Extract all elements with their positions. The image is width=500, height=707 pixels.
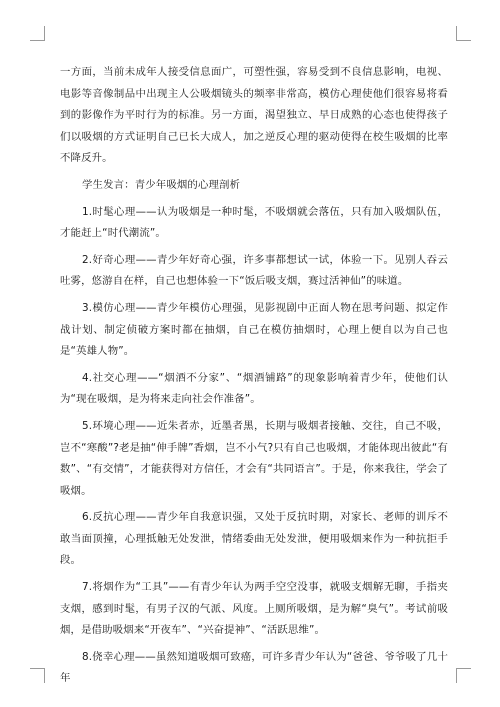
paragraph-item-8: 8.侥幸心理——虽然知道吸烟可致癌，可许多青少年认为“爸爸、爷爷吸了几十年	[60, 650, 448, 685]
crop-mark-top-left	[30, 26, 45, 41]
paragraph-item-3: 3.模仿心理——青少年模仿心理强，见影视剧中正面人物在思考问题、拟定作战计划、制定侦破方案时都在抽烟，自己在模仿抽烟时，心理上便自以为自己也是“英雄人物”。	[60, 301, 448, 358]
paragraph-item-4: 4.社交心理——“烟酒不分家”、“烟酒铺路”的现象影响着青少年，使他们认为“现在吸烟，是为将来走向社会作准备”。	[60, 371, 448, 406]
paragraph-item-5: 5.环境心理——近朱者赤，近墨者黑，长期与吸烟者接触、交往，自己不吸，岂不“寒酸”?老是抽“伸手牌”香烟，岂不小气?只有自己也吸烟，才能体现出彼此“有数”、“有交情”，才能获得对方信任，才会有“共同语言”。于是，你来我往，学会了吸烟。	[60, 419, 448, 497]
paragraph-item-2: 2.好奇心理——青少年好奇心强，许多事都想试一试，体验一下。见别人吞云吐雾，悠游自在样，自己也想体验一下“饭后吸支烟，赛过活神仙”的味道。	[60, 253, 448, 288]
crop-mark-top-right	[456, 26, 471, 41]
paragraph-item-6: 6.反抗心理——青少年自我意识强，又处于反抗时期，对家长、老师的训斥不敢当面顶撞，心理抵触无处发泄，情绪委曲无处发泄，便用吸烟来作为一种抗拒手段。	[60, 511, 448, 567]
document-body	[60, 62, 448, 695]
crop-mark-bottom-left	[30, 668, 45, 683]
paragraph-item-1: 1.时髦心理——认为吸烟是一种时髦，不吸烟就会落伍，只有加入吸烟队伍，才能赶上“时代潮流”。	[60, 205, 448, 240]
paragraph-heading: 学生发言：青少年吸烟的心理剖析	[82, 178, 241, 191]
crop-mark-bottom-right	[456, 668, 471, 683]
paragraph-intro: 一方面，当前未成年人接受信息面广，可塑性强，容易受到不良信息影响，电视、电影等音像制品中出现主人公吸烟镜头的频率非常高，模仿心理使他们很容易将看到的影像作为平时行为的标准。另一方面，渴望独立、早日成熟的心态也使得孩子们以吸烟的方式证明自己已长大成人，加之逆反心理的驱动使得在校生吸烟的比率不降反升。	[60, 66, 448, 165]
paragraph-item-7: 7.将烟作为“工具”——有青少年认为两手空空没事，就吸支烟解无聊，手指夹支烟，感到时髦，有男子汉的气派、风度。上厕所吸烟，是为解“臭气”。考试前吸烟，是借助吸烟来“开夜车”、“兴奋提神”、“活跃思维”。	[60, 581, 448, 637]
